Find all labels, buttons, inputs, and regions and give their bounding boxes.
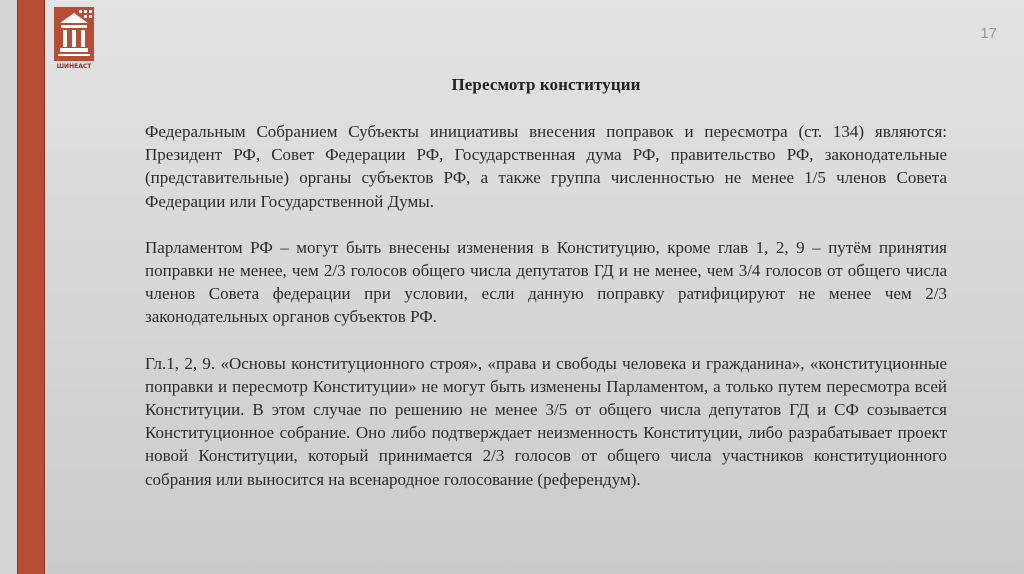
accent-bar (17, 0, 45, 574)
paragraph-initiative: Федеральным Собранием Субъекты инициативы внесения поправок и пересмотра (ст. 134) являются: Президент РФ, Совет Федерации РФ, Государственная дума РФ, правительство РФ, законодательные (представительные) органы субъектов РФ, а также группа численностью не менее 1/5 членов Совета Федерации или Государственной Думы. (145, 122, 947, 211)
paragraph-parliament: Парламентом РФ – могут быть внесены изменения в Конституцию, кроме глав 1, 2, 9 – путём принятия поправки не менее, чем 2/3 голосов общего числа депутатов ГД и не менее, чем 3/4 голосов от общего числа членов Совета федерации при условии, если данную поправку ратифицируют не менее чем 2/3 законодательных органов субъектов РФ. (145, 237, 947, 327)
building-logo-icon (54, 7, 94, 71)
slide-content (145, 120, 947, 514)
slide-title: Пересмотр конституции (451, 75, 641, 94)
logo-caption: ШИНЕАСТ (56, 63, 92, 70)
paragraph-chapters: Гл.1, 2, 9. «Основы конституционного строя», «права и свободы человека и гражданина», «конституционные поправки и пересмотр Конституции» не могут быть изменены Парламентом, а только путем пересмотра всей Конституции. В этом случае по решению не менее 3/5 от общего числа депутатов ГД и СФ созывается Конституционное собрание. Оно либо подтверждает неизменность Конституции, либо разрабатывает проект новой Конституции, который принимается 2/3 голосов от общего числа участников конституционного собрания или выносится на всенародное голосование (референдум). (145, 353, 947, 489)
page-number: 17 (980, 25, 997, 42)
left-edge (0, 0, 17, 574)
university-logo (54, 7, 94, 71)
